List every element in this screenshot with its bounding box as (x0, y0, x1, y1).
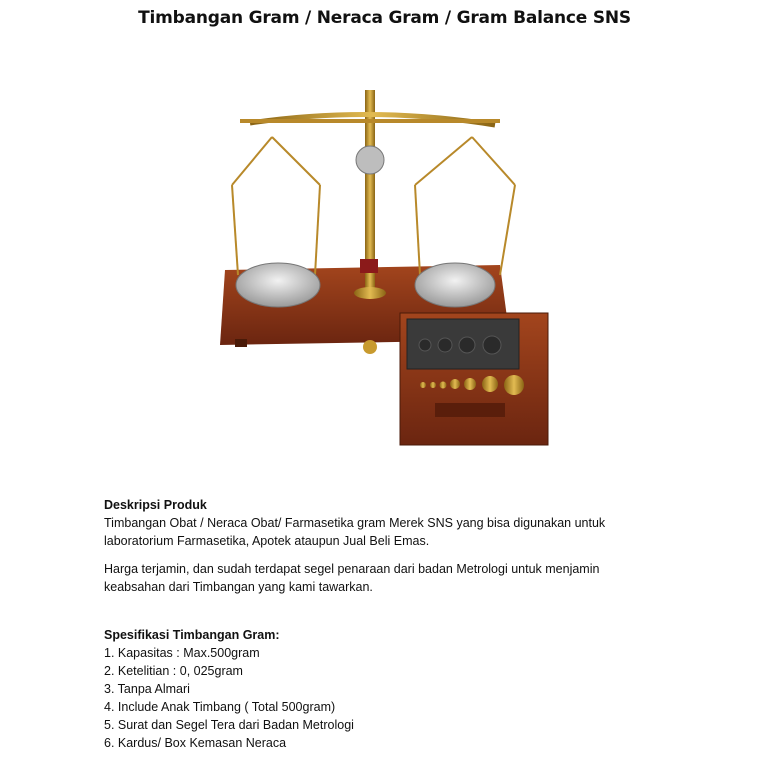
right-pan-hanger (415, 137, 515, 275)
left-pan-hanger (232, 137, 320, 275)
description-heading: Deskripsi Produk (104, 498, 207, 512)
spec-list (104, 644, 704, 752)
product-description (104, 496, 704, 550)
spec-heading: Spesifikasi Timbangan Gram: (104, 628, 280, 642)
spec-item: 5. Surat dan Segel Tera dari Badan Metrologi (104, 718, 354, 732)
spec-item: 4. Include Anak Timbang ( Total 500gram) (104, 700, 336, 714)
right-pan (415, 263, 495, 307)
description-line: laboratorium Farmasetika, Apotek ataupun Jual Beli Emas. (104, 534, 430, 548)
balance-scale-photo (210, 75, 560, 450)
page-title: Timbangan Gram / Neraca Gram / Gram Balance SNS (138, 8, 631, 28)
spec-item: 2. Ketelitian : 0, 025gram (104, 664, 243, 678)
spec-item: 6. Kardus/ Box Kemasan Neraca (104, 736, 287, 750)
specifications (104, 626, 704, 752)
guarantee-paragraph (104, 560, 704, 596)
guarantee-line: Harga terjamin, dan sudah terdapat segel penaraan dari badan Metrologi untuk menjamin (104, 562, 600, 576)
spec-item: 3. Tanpa Almari (104, 682, 190, 696)
left-pan (236, 263, 320, 307)
description-line: Timbangan Obat / Neraca Obat/ Farmasetika gram Merek SNS yang bisa digunakan untuk (104, 516, 606, 530)
guarantee-line: keabsahan dari Timbangan yang kami tawarkan. (104, 580, 373, 594)
spec-item: 1. Kapasitas : Max.500gram (104, 646, 260, 660)
